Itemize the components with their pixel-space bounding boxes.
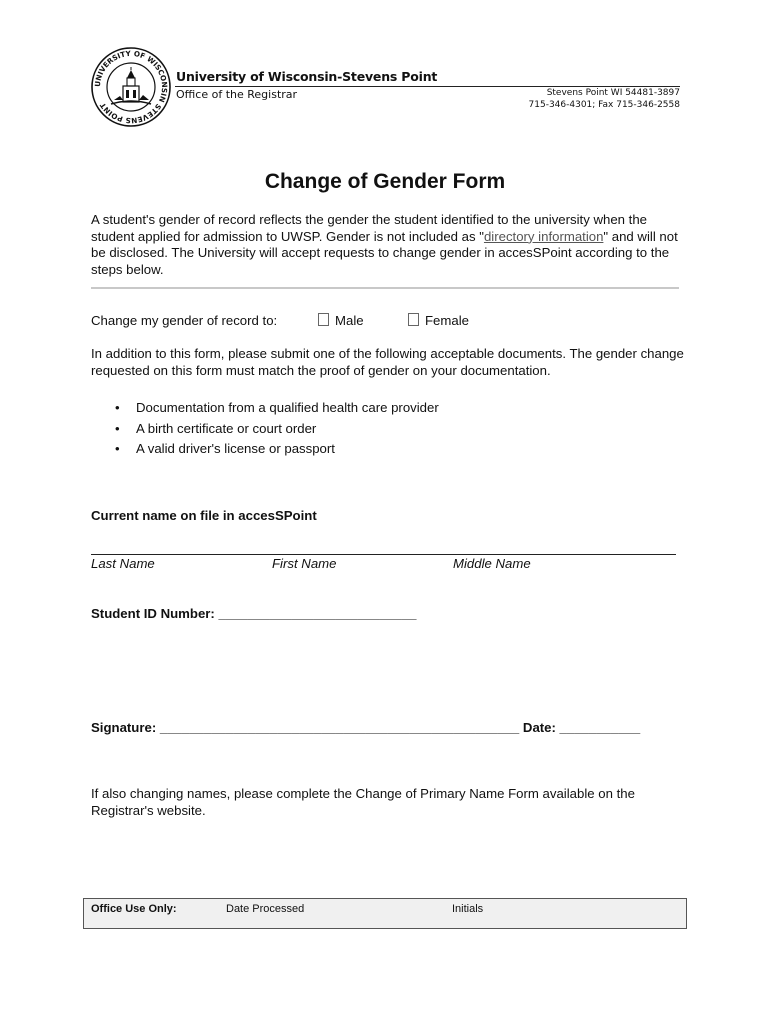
university-name: University of Wisconsin-Stevens Point bbox=[176, 69, 438, 84]
name-section-heading: Current name on file in accesSPoint bbox=[91, 508, 317, 523]
list-item: • A birth certificate or court order bbox=[136, 419, 439, 440]
female-label: Female bbox=[425, 313, 469, 328]
address-line-2: 715-346-4301; Fax 715-346-2558 bbox=[528, 99, 680, 110]
office-name: Office of the Registrar bbox=[176, 88, 298, 101]
initials-label: Initials bbox=[452, 903, 484, 915]
intro-text-2: " and will not be disclosed. The University will accept requests to change gender in accesSPoint according to the steps below. bbox=[91, 228, 678, 277]
documents-intro: In addition to this form, please submit one of the following acceptable documents. The gender change requested on this form must match the proof of gender on your documentation. bbox=[91, 346, 684, 378]
section-divider bbox=[91, 287, 679, 289]
directory-information-link[interactable]: directory information bbox=[483, 228, 604, 244]
page-title: Change of Gender Form bbox=[264, 170, 506, 193]
gender-option-female[interactable] bbox=[408, 313, 469, 328]
female-checkbox[interactable] bbox=[408, 313, 419, 326]
list-item: • A valid driver's license or passport bbox=[136, 439, 439, 460]
list-item: • Documentation from a qualified health care provider bbox=[136, 398, 439, 419]
student-id-field[interactable]: Student ID Number: ___________________________ bbox=[91, 606, 417, 621]
university-seal-icon bbox=[90, 46, 172, 128]
address-line-1: Stevens Point WI 54481-3897 bbox=[546, 88, 680, 98]
date-processed-label: Date Processed bbox=[226, 903, 305, 915]
gender-label: Change my gender of record to: bbox=[91, 313, 278, 328]
signature-date-field[interactable]: Signature: _________________________________________________ Date: ___________ bbox=[91, 720, 641, 735]
names-note: If also changing names, please complete the Change of Primary Name Form available on the Registrar's website. bbox=[91, 786, 635, 818]
middle-name-label: Middle Name bbox=[453, 556, 531, 571]
name-input-line[interactable] bbox=[91, 554, 676, 555]
office-use-label: Office Use Only: bbox=[91, 903, 177, 915]
documents-list bbox=[91, 398, 439, 460]
gender-option-male[interactable] bbox=[318, 313, 364, 328]
male-checkbox[interactable] bbox=[318, 313, 329, 326]
header-rule bbox=[175, 86, 680, 87]
male-label: Male bbox=[335, 313, 364, 328]
intro-text-1: A student's gender of record reflects the gender the student identified to the university when the student applied for admission to UWSP. Gender is not included as " bbox=[91, 212, 648, 244]
first-name-label: First Name bbox=[272, 556, 337, 571]
svg-text:UNIVERSITY OF WISCONSIN STEVEN: UNIVERSITY OF WISCONSIN STEVENS POINT bbox=[92, 48, 170, 126]
intro-paragraph bbox=[91, 212, 691, 278]
last-name-label: Last Name bbox=[91, 556, 155, 571]
office-address bbox=[529, 88, 680, 111]
